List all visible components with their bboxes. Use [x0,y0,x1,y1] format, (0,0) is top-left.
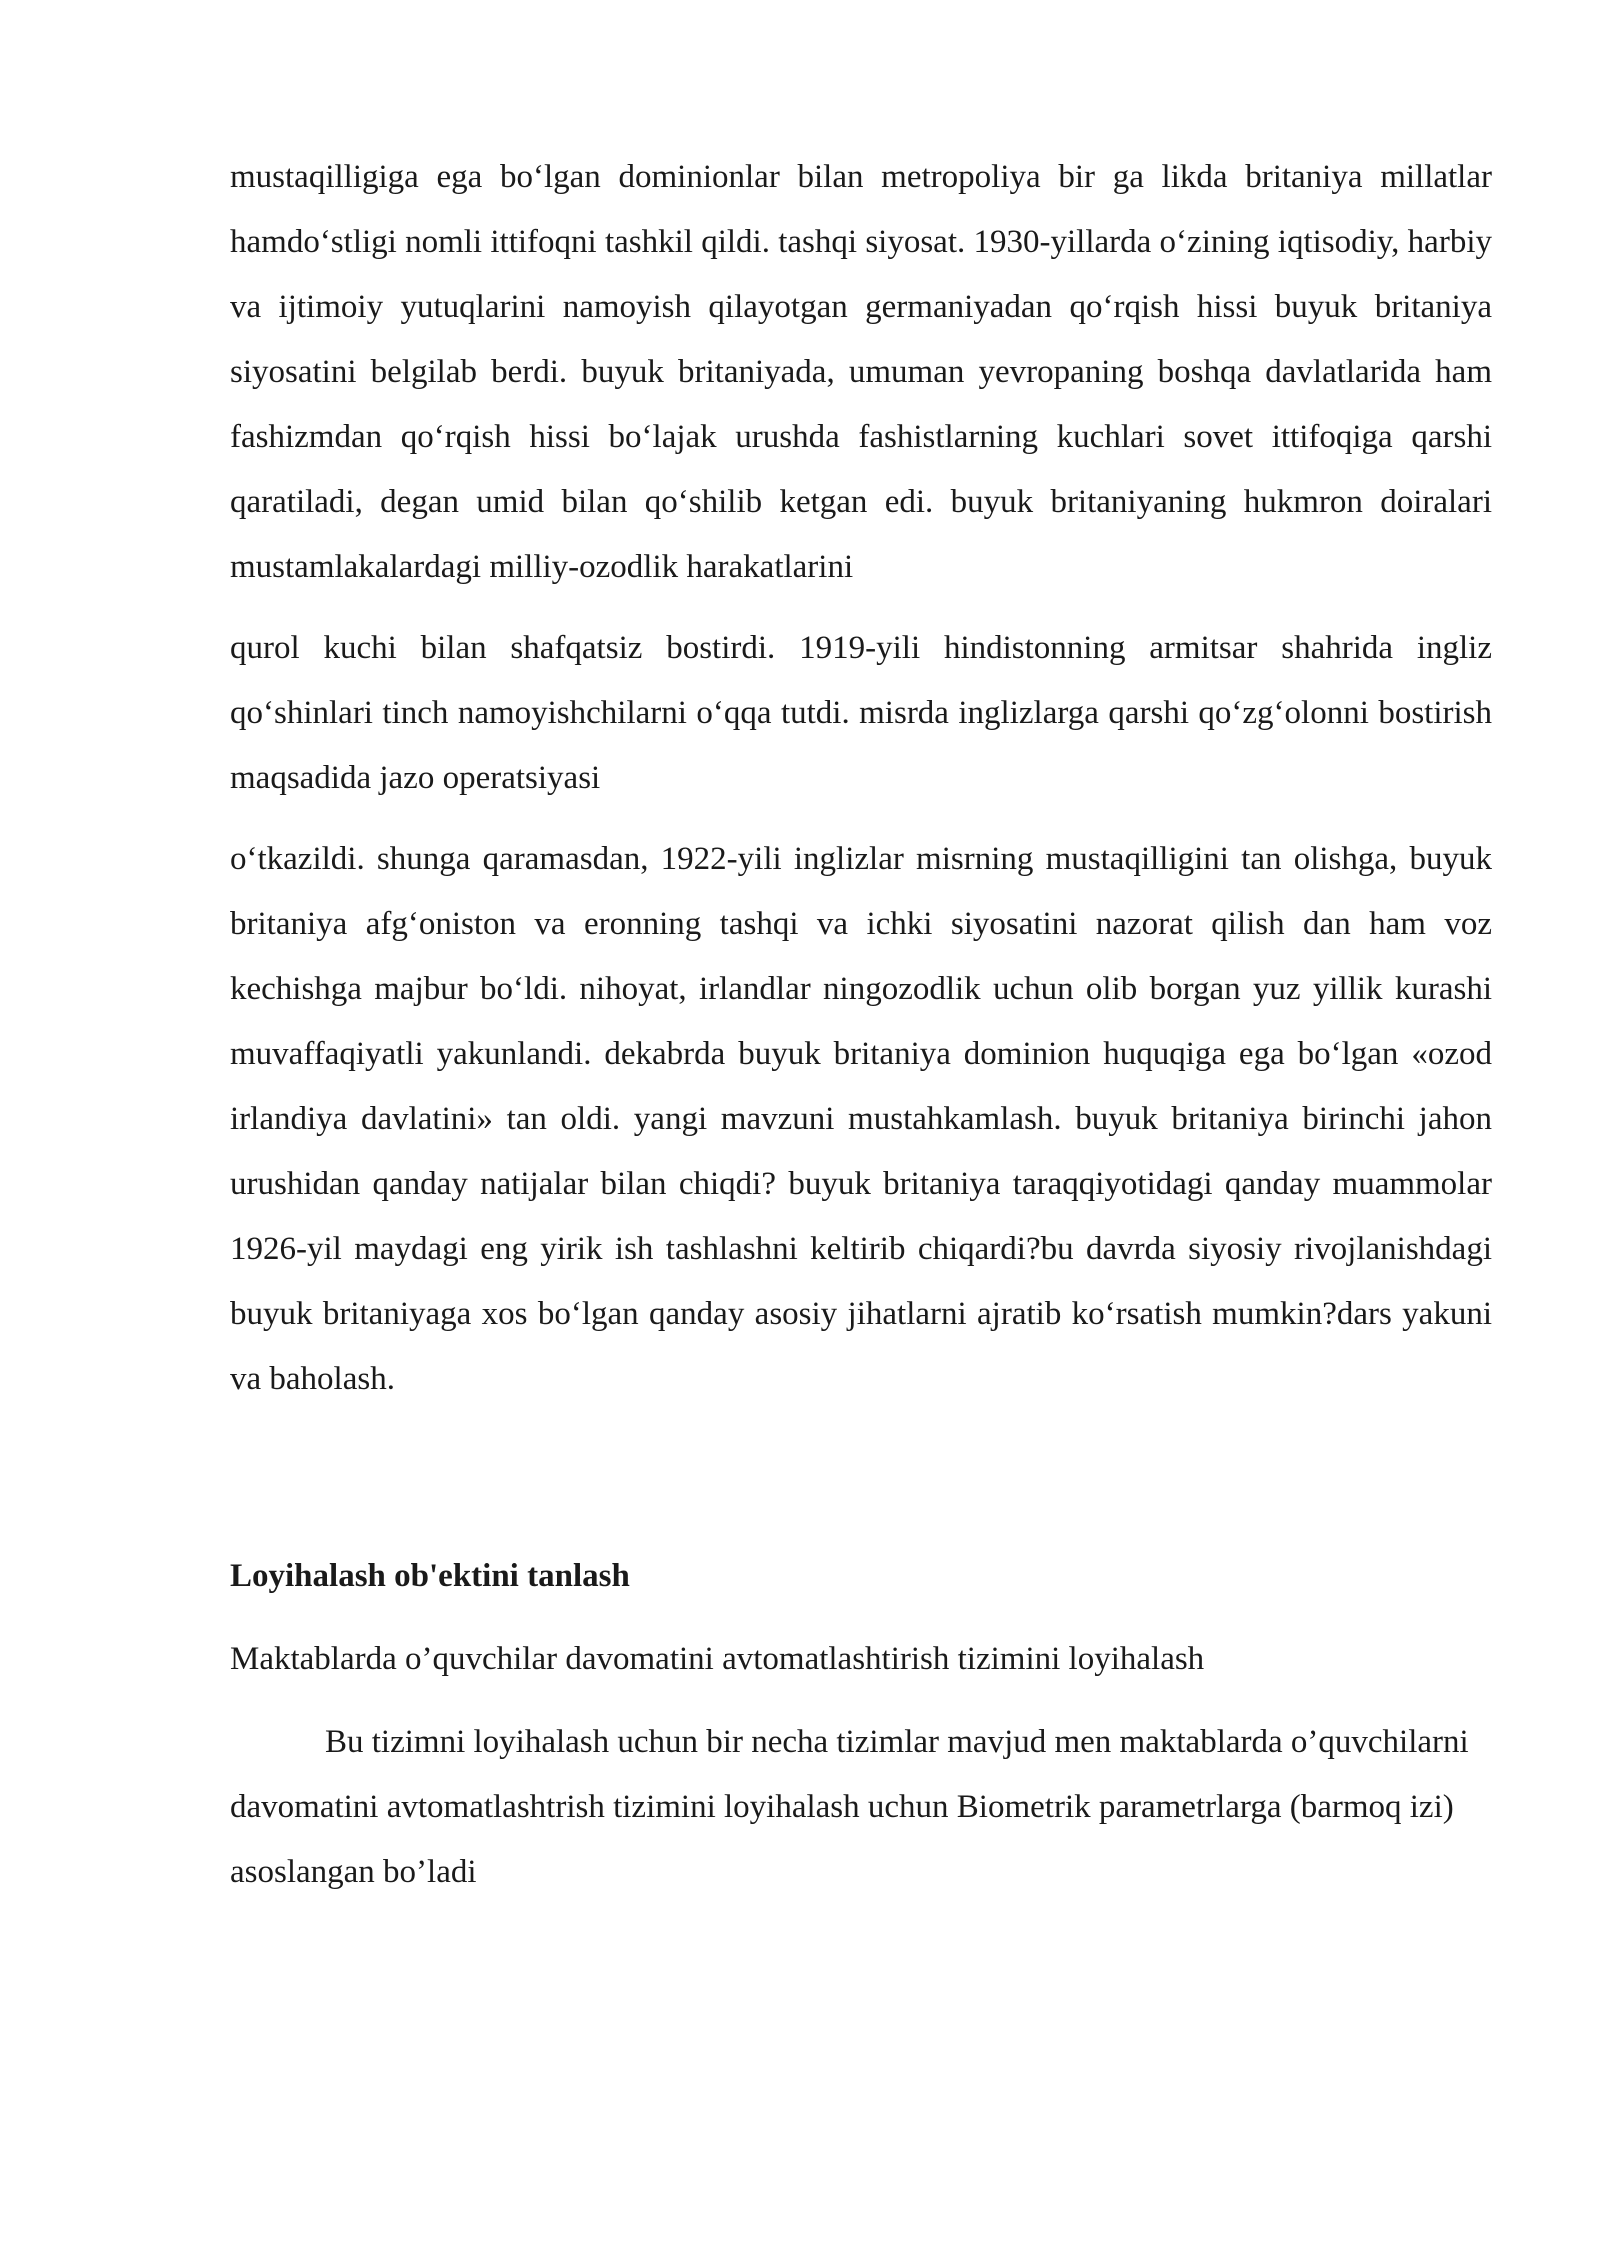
section-heading: Loyihalash ob'ektini tanlash [230,1558,630,1594]
document-content [230,145,1492,1905]
paragraph-britain-dominions: mustaqilligiga ega bo‘lgan dominionlar bilan metropoliya bir ga likda britaniya millatlar hamdo‘stligi nomli ittifoqni tashkil qildi. tashqi siyosat. 1930-yillarda o‘zining iqtisodiy, harbiy va ijtimoiy yutuqlarini namoyish qilayotgan germaniyadan qo‘rqish hissi buyuk britaniya siyosatini belgilab berdi. buyuk britaniyada, umuman yevropaning boshqa davlatlarida ham fashizmdan qo‘rqish hissi bo‘lajak urushda fashistlarning kuchlari sovet ittifoqiga qarshi qaratiladi, degan umid bilan qo‘shilib ketgan edi. buyuk britaniyaning hukmron doiralari mustamlakalardagi milliy-ozodlik harakatlarini [230,159,1492,585]
paragraph-suppression: qurol kuchi bilan shafqatsiz bostirdi. 1919-yili hindistonning armitsar shahrida ingliz qo‘shinlari tinch namoyishchilarni o‘qqa tutdi. misrda inglizlarga qarshi qo‘zg‘olonni bostirish maqsadida jazo operatsiyasi [230,630,1492,796]
body-paragraph: Bu tizimni loyihalash uchun bir necha tizimlar mavjud men maktablarda o’quvchilarni davomatini avtomatlashtrish tizimini loyihalash uchun Biometrik parametrlarga (barmoq izi) asoslangan bo’ladi [230,1724,1469,1890]
paragraph-egypt-ireland: o‘tkazildi. shunga qaramasdan, 1922-yili inglizlar misrning mustaqilligini tan olishga, buyuk britaniya afg‘oniston va eronning tashqi va ichki siyosatini nazorat qilish dan ham voz kechishga majbur bo‘ldi. nihoyat, irlandlar ningozodlik uchun olib borgan yuz yillik kurashi muvaffaqiyatli yakunlandi. dekabrda buyuk britaniya dominion huquqiga ega bo‘lgan «ozod irlandiya davlatini» tan oldi. yangi mavzuni mustahkamlash. buyuk britaniya birinchi jahon urushidan qanday natijalar bilan chiqdi? buyuk britaniya taraqqiyotidagi qanday muammolar 1926-yil maydagi eng yirik ish tashlashni keltirib chiqardi?bu davrda siyosiy rivojlanishdagi buyuk britaniyaga xos bo‘lgan qanday asosiy jihatlarni ajratib ko‘rsatish mumkin?dars yakuni va baholash. [230,841,1492,1397]
project-subtitle: Maktablarda o’quvchilar davomatini avtomatlashtirish tizimini loyihalash [230,1641,1205,1677]
